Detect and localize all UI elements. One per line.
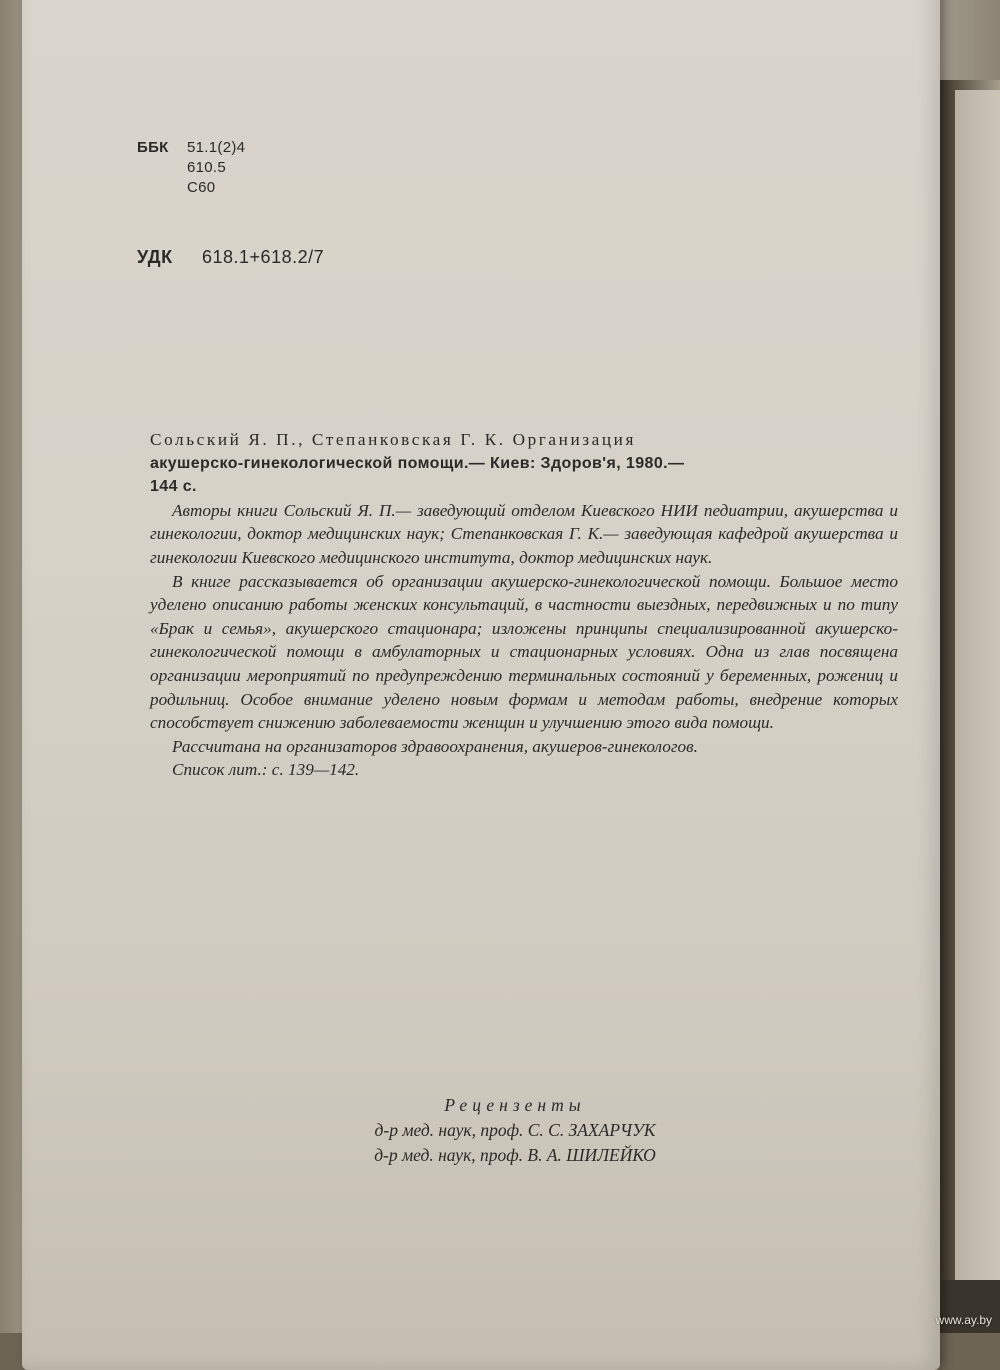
annotation-authors: Авторы книги Сольский Я. П.— заведующий отделом Киевского НИИ педиатрии, акушерства и гинекологии, доктор медицинских наук; Степанковская Г. К.— заведующая кафедрой акушерства и гинекологии Киевского медицинского института, доктор медицинских наук. — [150, 500, 898, 567]
authors-title-line: Сольский Я. П., Степанковская Г. К. Организация — [150, 430, 636, 449]
bibliographic-block — [150, 428, 898, 782]
annotation-bibliography: Список лит.: с. 139—142. — [172, 760, 360, 780]
annotation-summary: В книге рассказывается об организации акушерско-гинекологической помощи. Большое место уделено описанию работы женских консультаций, в частности выездных, передвижных и по типу «Брак и семья», акушерского стационара; изложены принципы специализированной акушерско-гинекологической помощи в амбулаторных и стационарных условиях. Одна из глав посвящена организации мероприятий по предупреждению терминальных состояний у беременных, рожениц и родильниц. Особое внимание уделено новым формам и методам работы, внедрение которых способствует снижению заболеваемости женщин и улучшению этого вида помощи. — [150, 571, 898, 733]
page-count: 144 с. — [150, 478, 197, 496]
title-continuation: акушерско-гинекологической помощи.— Киев: Здоров'я, 1980.— — [150, 454, 685, 472]
udk-label: УДК — [137, 247, 173, 267]
bbk-code-3: С60 — [187, 179, 216, 196]
classification-block — [137, 138, 245, 198]
annotation — [150, 499, 898, 782]
reviewer-1: д-р мед. наук, проф. С. С. ЗАХАРЧУК — [374, 1120, 656, 1140]
bbk-code: 51.1(2)4 — [187, 139, 246, 156]
bbk-label: ББК — [137, 139, 169, 156]
watermark: www.ay.by — [935, 1313, 992, 1327]
reviewer-2: д-р мед. наук, проф. В. А. ШИЛЕЙКО — [374, 1145, 656, 1165]
reviewers-heading: Рецензенты — [444, 1095, 586, 1115]
udk-code: 618.1+618.2/7 — [202, 247, 325, 267]
bbk-line — [137, 138, 245, 158]
reviewers-block — [285, 1093, 745, 1168]
udk-line — [137, 247, 324, 268]
adjacent-page — [955, 90, 1000, 1333]
bbk-code-2: 610.5 — [187, 159, 227, 176]
annotation-audience: Рассчитана на организаторов здравоохранения, акушеров-гинекологов. — [172, 736, 698, 756]
